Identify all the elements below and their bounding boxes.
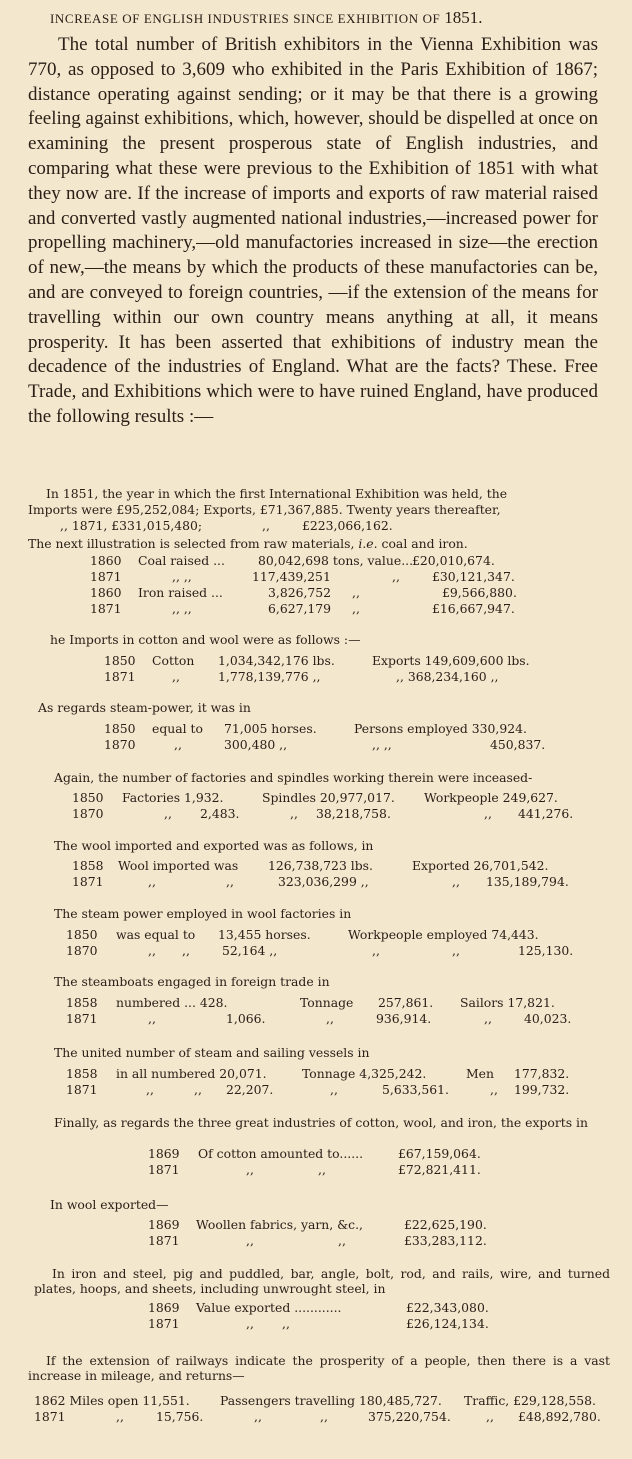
cell-year: 1871 [90,569,122,584]
cell: 257,861. [378,995,434,1010]
cell: ,, [326,1011,334,1026]
cell: ,, [246,1233,254,1248]
table-row [0,1082,632,1098]
cell: 6,627,179 [268,601,332,616]
cell: 80,042,698 tons, value... [258,553,414,568]
cell-year: 1871 [104,669,136,684]
cell: Traffic, £29,128,558. [464,1393,596,1408]
intro-italic: i.e. [358,536,378,551]
cell-year: 1871 [148,1233,180,1248]
cell: ,, [148,1011,156,1026]
cell: £22,625,190. [404,1217,487,1232]
cell: 71,005 horses. [224,721,317,736]
table-row [0,1162,632,1178]
header-year: 1851. [444,8,483,27]
table-row [0,1233,632,1249]
section-intro: The wool imported and exported was as follows, in [54,838,374,853]
cell: 2,483. [200,806,240,821]
section-intro: If the extension of railways indicate the prosperity of a people, then there is a vast increase in mileage, and returns— [28,1353,610,1383]
text-line: In 1851, the year in which the first International Exhibition was held, the [46,486,508,501]
cell-year: 1871 [90,601,122,616]
cell: 1,066. [226,1011,266,1026]
cell: ,, [174,737,182,752]
table-row [0,721,632,737]
cell-year: 1871 [34,1409,66,1424]
cell: ,, [330,1082,338,1097]
intro-paragraph: The total number of British exhibitors in the Vienna Exhibition was 770, as opposed to 3,609 who exhibited in the Paris Exhibition of 1867; distance operating against sending; or it may be that there is a growing feeling against exhibitions, which, however, should be dispelled at once on examining the present prosperous state of English industries, and comparing what these were previous to the Exhibition of 1851 with what they now are. If the increase of imports and exports of raw material raised and converted vastly augmented national industries,—increased power for propelling machinery,—old manufactories increased in size—the erection of new,—the means by which the products of these manufactories can be, and are conveyed to foreign countries, —if the extension of the means for travelling within our own country means anything at all, it means prosperity. It has been asserted that exhibitions of industry mean the decadence of the industries of England. What are the facts? These. Free Trade, and Exhibitions which were to have ruined England, have produced the following results :— [28,34,598,427]
cell: Of cotton amounted to...... [198,1146,364,1161]
table-row [0,669,632,685]
cell: 936,914. [376,1011,432,1026]
cell: 1,778,139,776 ,, [218,669,321,684]
cell-year: 1850 [104,653,136,668]
cell: ,, [116,1409,124,1424]
table-row [0,995,632,1011]
cell-year: 1850 [66,927,98,942]
cell: 3,826,752 [268,585,332,600]
cell-year: 1858 [66,1066,98,1081]
cell: £72,821,411. [398,1162,481,1177]
cell: ,, ,, [172,569,192,584]
cell: ,, [452,943,460,958]
section-intro: The steamboats engaged in foreign trade in [54,974,330,989]
intro-text: coal and iron. [381,536,468,551]
table-row [0,858,632,874]
cell-year: 1850 [72,790,104,805]
cell: 441,276. [518,806,574,821]
cell: 38,218,758. [316,806,391,821]
cell: ,, [452,874,460,889]
cell: ,, [148,943,156,958]
cell-year: 1871 [72,874,104,889]
cell: ,, [490,1082,498,1097]
table-row [0,874,632,890]
table-row [0,1316,632,1332]
cell-year: 1870 [104,737,136,752]
cell-year: 1871 [66,1082,98,1097]
cell: £22,343,080. [406,1300,489,1315]
section-intro: Again, the number of factories and spindles working therein were inceased- [54,770,533,785]
cell-year: 1871 [148,1316,180,1331]
cell: ,, ,, [172,601,192,616]
table-row [0,1409,632,1425]
cell: Iron raised ... [138,585,223,600]
cell: ,, [338,1233,346,1248]
cell-year: 1858 [66,995,98,1010]
cell: Factories 1,932. [122,790,224,805]
cell: 40,023. [524,1011,572,1026]
cell: ,, [226,874,234,889]
cell: 135,189,794. [486,874,569,889]
section-intro: As regards steam-power, it was in [38,700,251,715]
table-row [0,927,632,943]
cell: ,, [372,943,380,958]
cell: 125,130. [518,943,574,958]
cell: ,, ,, [372,737,392,752]
cell: 126,738,723 lbs. [268,858,373,873]
cell-year: 1850 [104,721,136,736]
cell: Persons employed 330,924. [354,721,527,736]
cell-year: 1870 [72,806,104,821]
cell: ,, [172,669,180,684]
section-intro: he Imports in cotton and wool were as follows :— [50,632,361,647]
cell: Exported 26,701,542. [412,858,549,873]
cell: ,, [148,874,156,889]
cell-year: 1869 [148,1300,180,1315]
cell: 199,732. [514,1082,570,1097]
cell: 300,480 ,, [224,737,288,752]
table-row [0,790,632,806]
cell: numbered ... 428. [116,995,228,1010]
table-row [0,806,632,822]
cell: ,, [392,569,400,584]
cell: ,, [318,1162,326,1177]
cell: ,, [484,1011,492,1026]
table-row [0,653,632,669]
cell: £26,124,134. [406,1316,489,1331]
cell: 375,220,754. [368,1409,451,1424]
cell: 1,034,342,176 lbs. [218,653,335,668]
cell: ,, [254,1409,262,1424]
table-row [0,1011,632,1027]
table-row [0,553,632,569]
cell-year: 1860 [90,585,122,600]
cell: 117,439,251 [252,569,331,584]
table-row [0,943,632,959]
cell: ,, [290,806,298,821]
table-row [0,737,632,753]
section-intro: Finally, as regards the three great industries of cotton, wool, and iron, the exports in [54,1115,588,1130]
cell: ,, [262,518,270,533]
cell: in all numbered 20,071. [116,1066,267,1081]
section-intro: The united number of steam and sailing vessels in [54,1045,370,1060]
cell: £30,121,347. [432,569,515,584]
cell: £67,159,064. [398,1146,481,1161]
table-row [0,1217,632,1233]
cell: Exports 149,609,600 lbs. [372,653,530,668]
cell: Value exported ............ [196,1300,342,1315]
cell: Spindles 20,977,017. [262,790,395,805]
text-line: Imports were £95,252,084; Exports, £71,367,885. Twenty years thereafter, [28,502,501,517]
cell: 1862 Miles open 11,551. [34,1393,190,1408]
cell-year: 1870 [66,943,98,958]
cell: 22,207. [226,1082,274,1097]
cell: 5,633,561. [382,1082,449,1097]
cell: 177,832. [514,1066,570,1081]
cell: ,, [246,1162,254,1177]
cell: £16,667,947. [432,601,515,616]
cell: 13,455 horses. [218,927,311,942]
cell-year: 1869 [148,1146,180,1161]
table-row [0,569,632,585]
cell: 450,837. [490,737,546,752]
cell: Woollen fabrics, yarn, &c., [196,1217,363,1232]
table-row [0,1146,632,1162]
cell-year: 1871 [148,1162,180,1177]
cell: £223,066,162. [302,518,393,533]
section-intro: In wool exported— [50,1197,169,1212]
cell: Workpeople employed 74,443. [348,927,539,942]
cell: 323,036,299 ,, [278,874,369,889]
cell-year: 1860 [90,553,122,568]
cell: ,, [484,806,492,821]
cell: Passengers travelling 180,485,727. [220,1393,442,1408]
cell: ,, [194,1082,202,1097]
cell-year: 1871 [66,1011,98,1026]
section-intro: The steam power employed in wool factories in [54,906,352,921]
cell: £9,566,880. [442,585,517,600]
cell: ,, 1871, £331,015,480; [60,518,203,533]
section-intro [28,536,468,552]
cell: Cotton [152,653,195,668]
cell: ,, [486,1409,494,1424]
table-row [0,1300,632,1316]
cell: ,, 368,234,160 ,, [396,669,499,684]
cell: equal to [152,721,203,736]
cell-year: 1858 [72,858,104,873]
cell: ,, [246,1316,254,1331]
cell-year: 1869 [148,1217,180,1232]
cell: ,, [282,1316,290,1331]
cell: was equal to [116,927,196,942]
cell: ,, [164,806,172,821]
cell: Tonnage [300,995,354,1010]
cell: Tonnage 4,325,242. [302,1066,427,1081]
cell: Men [466,1066,494,1081]
cell: ,, [320,1409,328,1424]
table-row [0,1066,632,1082]
header-title: INCREASE OF ENGLISH INDUSTRIES SINCE EXHIBITION OF [50,11,441,26]
cell: Sailors 17,821. [460,995,555,1010]
table-row [0,601,632,617]
table-row [0,1393,632,1409]
cell: ,, [352,601,360,616]
page-header [50,8,610,28]
cell: 52,164 ,, [222,943,278,958]
cell: 15,756. [156,1409,204,1424]
cell: Workpeople 249,627. [424,790,558,805]
intro-text: The next illustration is selected from raw materials, [28,536,355,551]
cell: ,, [182,943,190,958]
cell: ,, [146,1082,154,1097]
section-intro: In iron and steel, pig and puddled, bar, angle, bolt, rod, and rails, wire, and turned plates, hoops, and sheets, including unwrought steel, in [34,1266,610,1296]
cell: £20,010,674. [412,553,495,568]
cell: ,, [352,585,360,600]
cell: £48,892,780. [518,1409,601,1424]
table-row [0,585,632,601]
cell: Wool imported was [118,858,239,873]
cell: £33,283,112. [404,1233,487,1248]
cell: Coal raised ... [138,553,225,568]
table-row [0,518,632,534]
